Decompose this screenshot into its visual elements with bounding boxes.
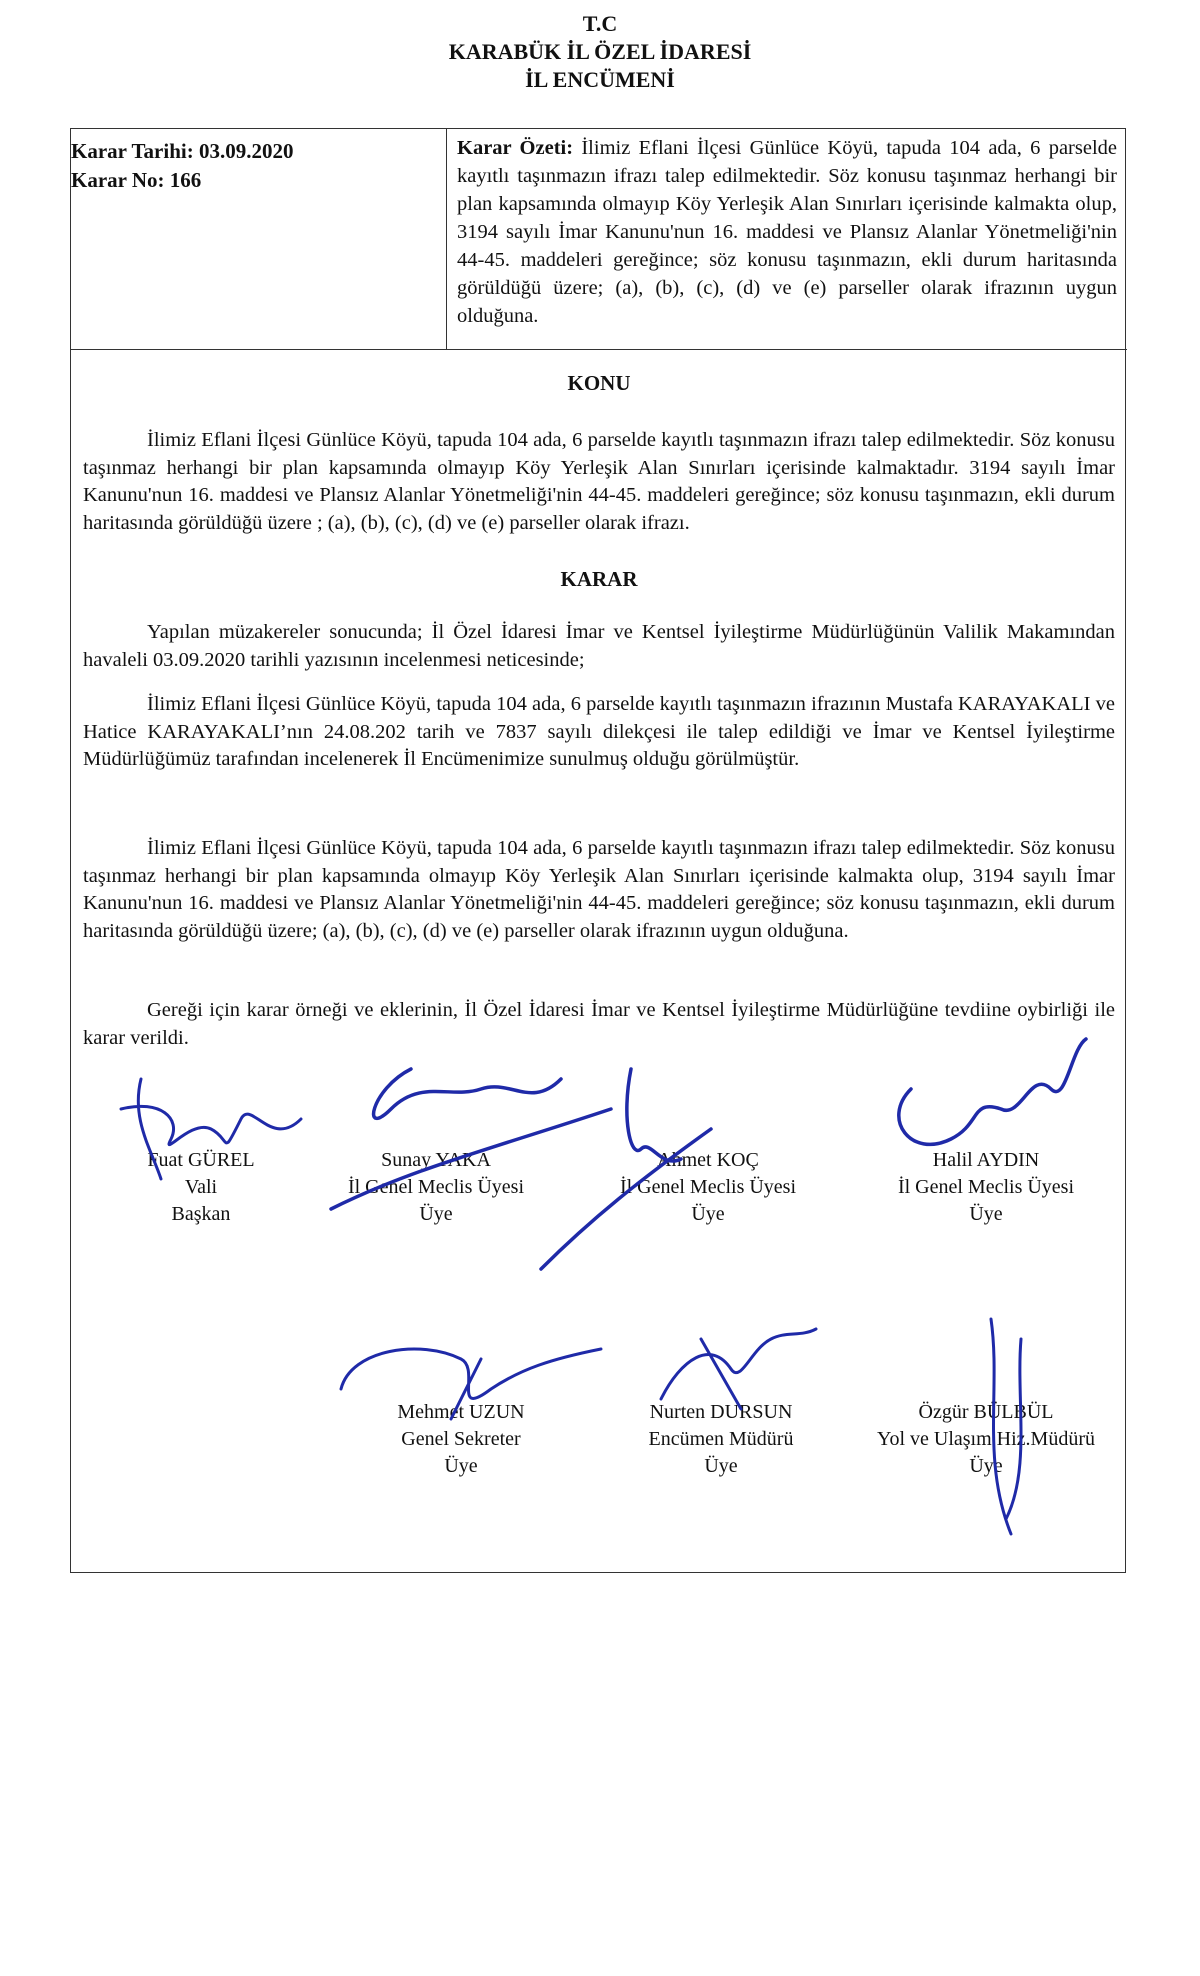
konu-paragraph	[83, 427, 1115, 537]
header-institution: KARABÜK İL ÖZEL İDARESİ	[448, 39, 752, 64]
signer-role: Başkan	[171, 1203, 231, 1225]
signer-name: Özgür BÜLBÜL	[918, 1401, 1054, 1423]
handwritten-signature	[101, 1059, 321, 1189]
signer-name: Ahmet KOÇ	[657, 1149, 759, 1171]
karar-p4-text: Gereği için karar örneği ve eklerinin, İl Özel İdaresi İmar ve Kentsel İyileştirme Müdürlüğüne tevdiine oybirliği ile karar verildi.	[83, 999, 1115, 1049]
summary-text: İlimiz Eflani İlçesi Günlüce Köyü, tapuda 104 ada, 6 parselde kayıtlı taşınmazın ifrazı talep edilmektedir. Söz konusu taşınmaz herhangi bir plan kapsamında olmayıp Köy Yerleşik Alan Sınırları içerisinde kalmakta olup, 3194 sayılı İmar Kanunu'nun 16. maddesi ve Plansız Alanlar Yönetmeliği'nin 44-45. maddeleri gereğince; söz konusu taşınmazın, ekli durum haritasında görüldüğü üzere; (a), (b), (c), (d) ve (e) parseller olarak ifrazının uygun olduğuna.	[457, 137, 1118, 327]
signer-name: Halil AYDIN	[932, 1149, 1040, 1171]
handwritten-signature	[961, 1309, 1051, 1539]
decision-number: Karar No: 166	[71, 168, 202, 192]
signer-title: İl Genel Meclis Üyesi	[619, 1176, 797, 1198]
document-header	[0, 10, 1200, 94]
signer-title: Encümen Müdürü	[648, 1428, 794, 1450]
decision-summary	[457, 134, 1117, 330]
decision-date: Karar Tarihi: 03.09.2020	[71, 139, 294, 163]
signer-title: Vali	[184, 1176, 218, 1198]
handwritten-signature	[521, 1059, 721, 1279]
handwritten-signature	[331, 1329, 611, 1439]
signer-role: Üye	[969, 1455, 1003, 1477]
signer-name: Mehmet UZUN	[397, 1401, 525, 1423]
signer-role: Üye	[691, 1203, 725, 1225]
handwritten-signature	[641, 1319, 821, 1419]
signer-role: Üye	[419, 1203, 453, 1225]
konu-text: İlimiz Eflani İlçesi Günlüce Köyü, tapuda 104 ada, 6 parselde kayıtlı taşınmazın ifrazı talep edilmektedir. Söz konusu taşınmaz herhangi bir plan kapsamında olmayıp Köy Yerleşik Alan Sınırları içerisinde kalmaktadır. 3194 sayılı İmar Kanunu'nun 16. maddesi ve Plansız Alanlar Yönetmeliği'nin 44-45. maddeleri gereğince; söz konusu taşınmazın, ekli durum haritasında görüldüğü üzere ; (a), (b), (c), (d) ve (e) parseller olarak ifrazı.	[83, 429, 1115, 534]
header-tc: T.C	[582, 11, 618, 36]
karar-paragraph-2	[83, 691, 1115, 774]
karar-p1-text: Yapılan müzakereler sonucunda; İl Özel İdaresi İmar ve Kentsel İyileştirme Müdürlüğünün Valilik Makamından havaleli 03.09.2020 tarihli yazısının incelenmesi neticesinde;	[83, 621, 1115, 671]
decision-meta	[71, 129, 447, 349]
signer-role: Üye	[704, 1455, 738, 1477]
signer-title: İl Genel Meclis Üyesi	[897, 1176, 1075, 1198]
header-council: İL ENCÜMENİ	[525, 67, 675, 92]
signer-name: Fuat GÜREL	[147, 1149, 255, 1171]
summary-label: Karar Özeti:	[457, 137, 574, 159]
karar-paragraph-1	[83, 619, 1115, 674]
signer-role: Üye	[969, 1203, 1003, 1225]
karar-p2-text: İlimiz Eflani İlçesi Günlüce Köyü, tapuda 104 ada, 6 parselde kayıtlı taşınmazın ifrazının Mustafa KARAYAKALI ve Hatice KARAYAKALI’nın 24.08.202 tarih ve 7837 sayılı dilekçesi ile talep edildiği ve İmar ve Kentsel İyileştirme Müdürlüğümüz tarafından incelenerek İl Encümenimize sunulmuş olduğu görülmüştür.	[83, 693, 1115, 770]
karar-paragraph-3	[83, 835, 1115, 945]
konu-heading: KONU	[567, 371, 631, 395]
signer-title: Yol ve Ulaşım Hiz.Müdürü	[877, 1428, 1095, 1450]
signer-title: İl Genel Meclis Üyesi	[347, 1176, 525, 1198]
karar-p3-text: İlimiz Eflani İlçesi Günlüce Köyü, tapuda 104 ada, 6 parselde kayıtlı taşınmazın ifrazı talep edilmektedir. Söz konusu taşınmaz herhangi bir plan kapsamında olmayıp Köy Yerleşik Alan Sınırları içerisinde kalmakta olup, 3194 sayılı İmar Kanunu'nun 16. maddesi ve Plansız Alanlar Yönetmeliği'nin 44-45. maddeleri gereğince; söz konusu taşınmazın, ekli durum haritasında görüldüğü üzere; (a), (b), (c), (d) ve (e) parseller olarak ifrazının uygun olduğuna.	[83, 837, 1115, 942]
signer-name: Sunay YAKA	[381, 1149, 491, 1171]
decision-frame	[70, 128, 1126, 1573]
top-divider	[71, 349, 1127, 350]
signer-role: Üye	[444, 1455, 478, 1477]
karar-heading: KARAR	[560, 567, 638, 591]
handwritten-signature	[871, 1029, 1101, 1169]
signer-name: Nurten DURSUN	[649, 1401, 793, 1423]
signer-title: Genel Sekreter	[401, 1428, 521, 1450]
